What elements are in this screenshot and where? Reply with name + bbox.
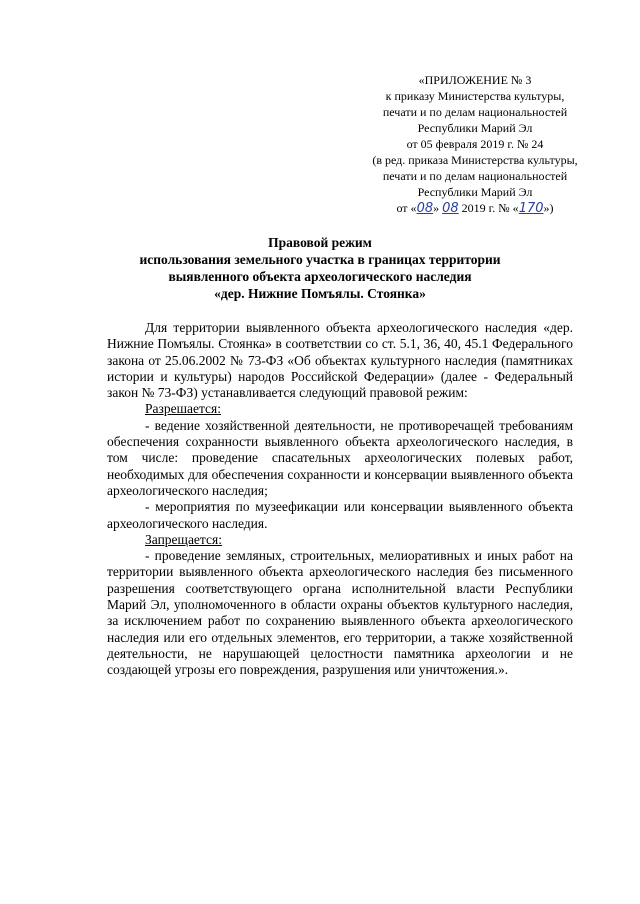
appendix-line: печати и по делам национальностей xyxy=(382,105,568,119)
appendix-line: к приказу Министерства культуры, xyxy=(385,89,565,103)
appendix-line: печати и по делам национальностей xyxy=(382,169,568,183)
document-title xyxy=(100,234,540,302)
appendix-line: от 05 февраля 2019 г. № 24 xyxy=(406,137,544,151)
handwritten-number: 170 xyxy=(518,201,544,216)
title-line: Правовой режим xyxy=(268,235,372,250)
date-separator: 2019 г. № « xyxy=(458,201,519,215)
appendix-title: «ПРИЛОЖЕНИЕ № 3 xyxy=(418,73,532,87)
document-body xyxy=(107,320,573,679)
date-suffix: ») xyxy=(543,201,554,215)
intro-paragraph: Для территории выявленного объекта археологического наследия «дер. Нижние Помъялы. Стоянка» в соответствии со ст. 5.1, 36, 40, 45.1 Федерального закона от 25.06.2002 № 73-ФЗ «Об объектах культурного наследия (памятниках истории и культуры) народов Российской Федерации» (далее - Федеральный закон № 73-ФЗ) устанавливается следующий правовой режим: xyxy=(107,320,573,401)
title-line: «дер. Нижние Помъялы. Стоянка» xyxy=(214,286,426,301)
date-prefix: от « xyxy=(396,201,417,215)
appendix-line: Республики Марий Эл xyxy=(417,121,533,135)
forbidden-heading: Запрещается: xyxy=(145,531,222,547)
appendix-line: (в ред. приказа Министерства культуры, xyxy=(372,153,578,167)
handwritten-day: 08 xyxy=(416,201,434,216)
date-separator: » xyxy=(433,201,443,215)
appendix-header xyxy=(340,72,610,217)
handwritten-month: 08 xyxy=(442,201,459,216)
allowed-heading: Разрешается: xyxy=(145,401,221,417)
forbidden-item: - проведение земляных, строительных, мелиоративных и иных работ на территории выявленного объекта археологического наследия без письменного разрешения соответствующего органа исполнительной власти Республики Марий Эл, уполномоченного в области охраны объектов культурного наследия, за исключением работ по сохранению выявленного объекта археологического наследия или его отдельных элементов, его территории, а также хозяйственной деятельности, не нарушающей целостности памятника археологии и не создающей угрозы его повреждения, разрушения или уничтожения.». xyxy=(107,548,573,678)
appendix-date-line xyxy=(340,200,610,217)
title-line: использования земельного участка в границах территории xyxy=(139,252,501,267)
allowed-item: - ведение хозяйственной деятельности, не противоречащей требованиям обеспечения сохранности выявленного объекта археологического наследия, в том числе: проведение спасательных археологических полевых работ, необходимых для обеспечения сохранности и консервации выявленного объекта археологического наследия; xyxy=(107,417,573,498)
appendix-line: Республики Марий Эл xyxy=(417,185,533,199)
allowed-item: - мероприятия по музеефикации или консервации выявленного объекта археологического наследия. xyxy=(107,499,573,531)
title-line: выявленного объекта археологического наследия xyxy=(168,269,472,284)
